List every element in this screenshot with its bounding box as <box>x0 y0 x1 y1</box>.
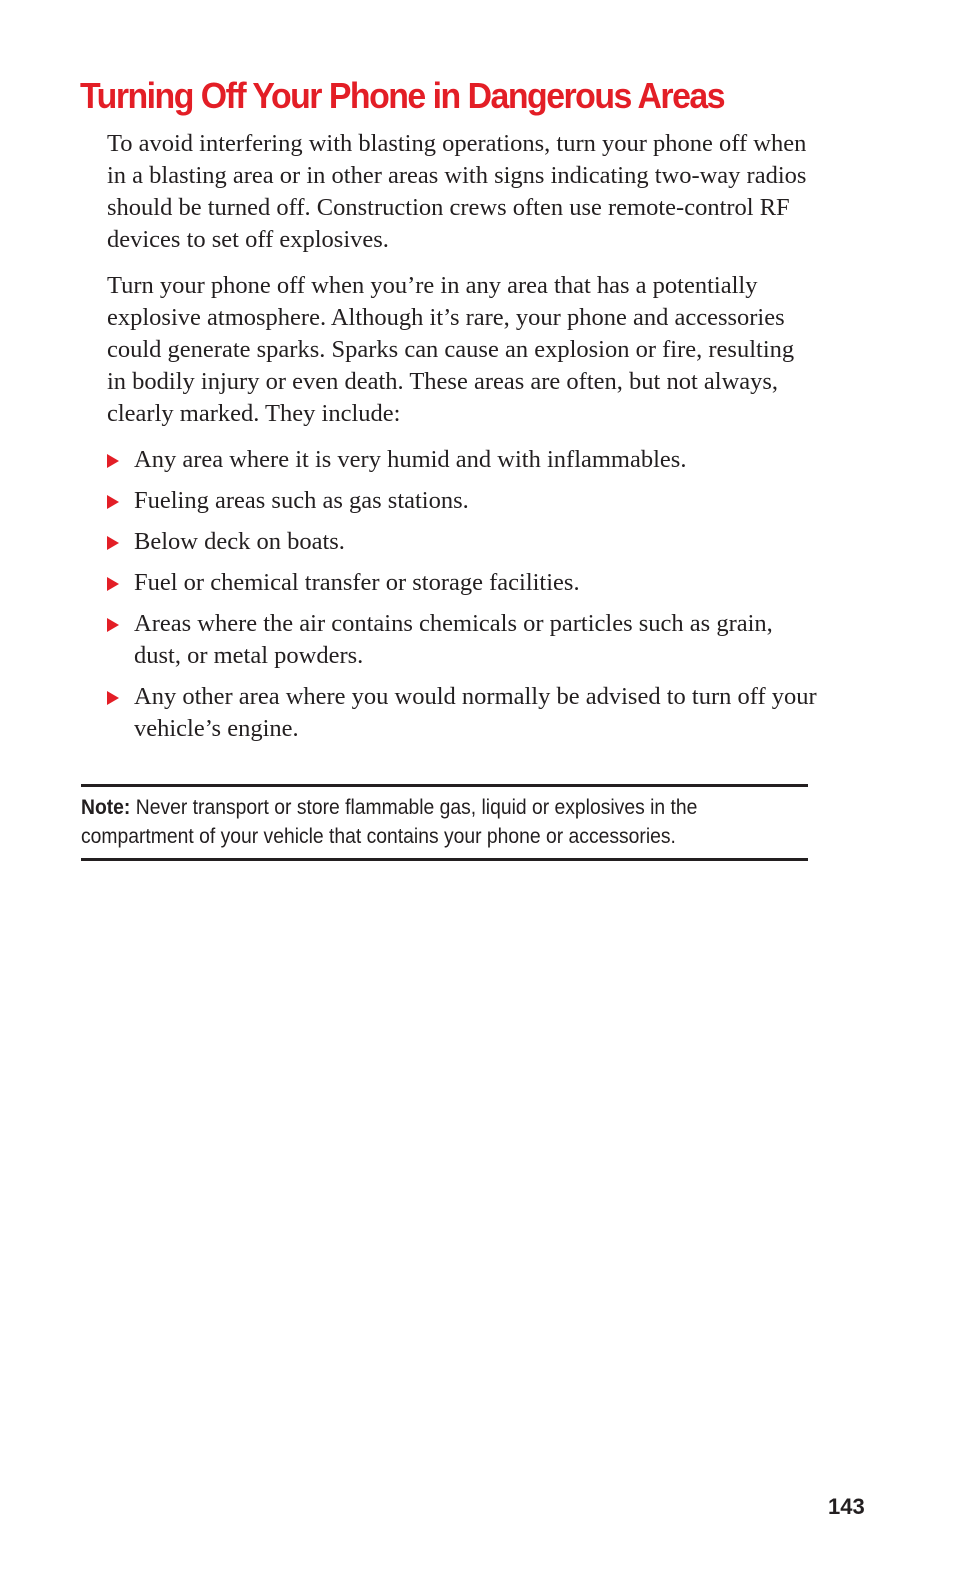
list-item-text: Fuel or chemical transfer or storage facilities. <box>134 569 580 596</box>
note-box <box>81 784 808 861</box>
paragraph-blasting: To avoid interfering with blasting operations, turn your phone off when in a blasting area or in other areas with signs indicating two-way radios should be turned off. Construction crews often use remote-control RF devices to set off explosives. <box>107 130 807 253</box>
list-item <box>107 526 817 558</box>
note-text: Never transport or store flammable gas, liquid or explosives in the compartment of your vehicle that contains your phone or accessories. <box>81 796 698 848</box>
triangle-bullet-icon <box>107 691 119 705</box>
body-content <box>107 128 817 754</box>
triangle-bullet-icon <box>107 577 119 591</box>
page-number: 143 <box>828 1494 865 1519</box>
triangle-bullet-icon <box>107 536 119 550</box>
list-item-text: Below deck on boats. <box>134 528 345 555</box>
list-item <box>107 485 817 517</box>
note-label: Note: <box>81 796 131 819</box>
note-content <box>81 793 808 851</box>
list-item <box>107 567 817 599</box>
list-item <box>107 681 817 745</box>
triangle-bullet-icon <box>107 454 119 468</box>
page-title: Turning Off Your Phone in Dangerous Areas <box>80 75 725 116</box>
triangle-bullet-icon <box>107 495 119 509</box>
dangerous-areas-list <box>107 444 817 745</box>
list-item-text: Any area where it is very humid and with inflammables. <box>134 446 687 473</box>
list-item <box>107 608 817 672</box>
list-item-text: Areas where the air contains chemicals or particles such as grain, dust, or metal powders. <box>134 610 773 669</box>
list-item-text: Fueling areas such as gas stations. <box>134 487 469 514</box>
list-item-text: Any other area where you would normally be advised to turn off your vehicle’s engine. <box>134 683 817 742</box>
triangle-bullet-icon <box>107 618 119 632</box>
paragraph-explosive-atmosphere: Turn your phone off when you’re in any area that has a potentially explosive atmosphere. Although it’s rare, your phone and accessories could generate sparks. Sparks can cause an explosion or fire, resulting in bodily injury or even death. These areas are often, but not always, clearly marked. They include: <box>107 272 795 427</box>
list-item <box>107 444 817 476</box>
